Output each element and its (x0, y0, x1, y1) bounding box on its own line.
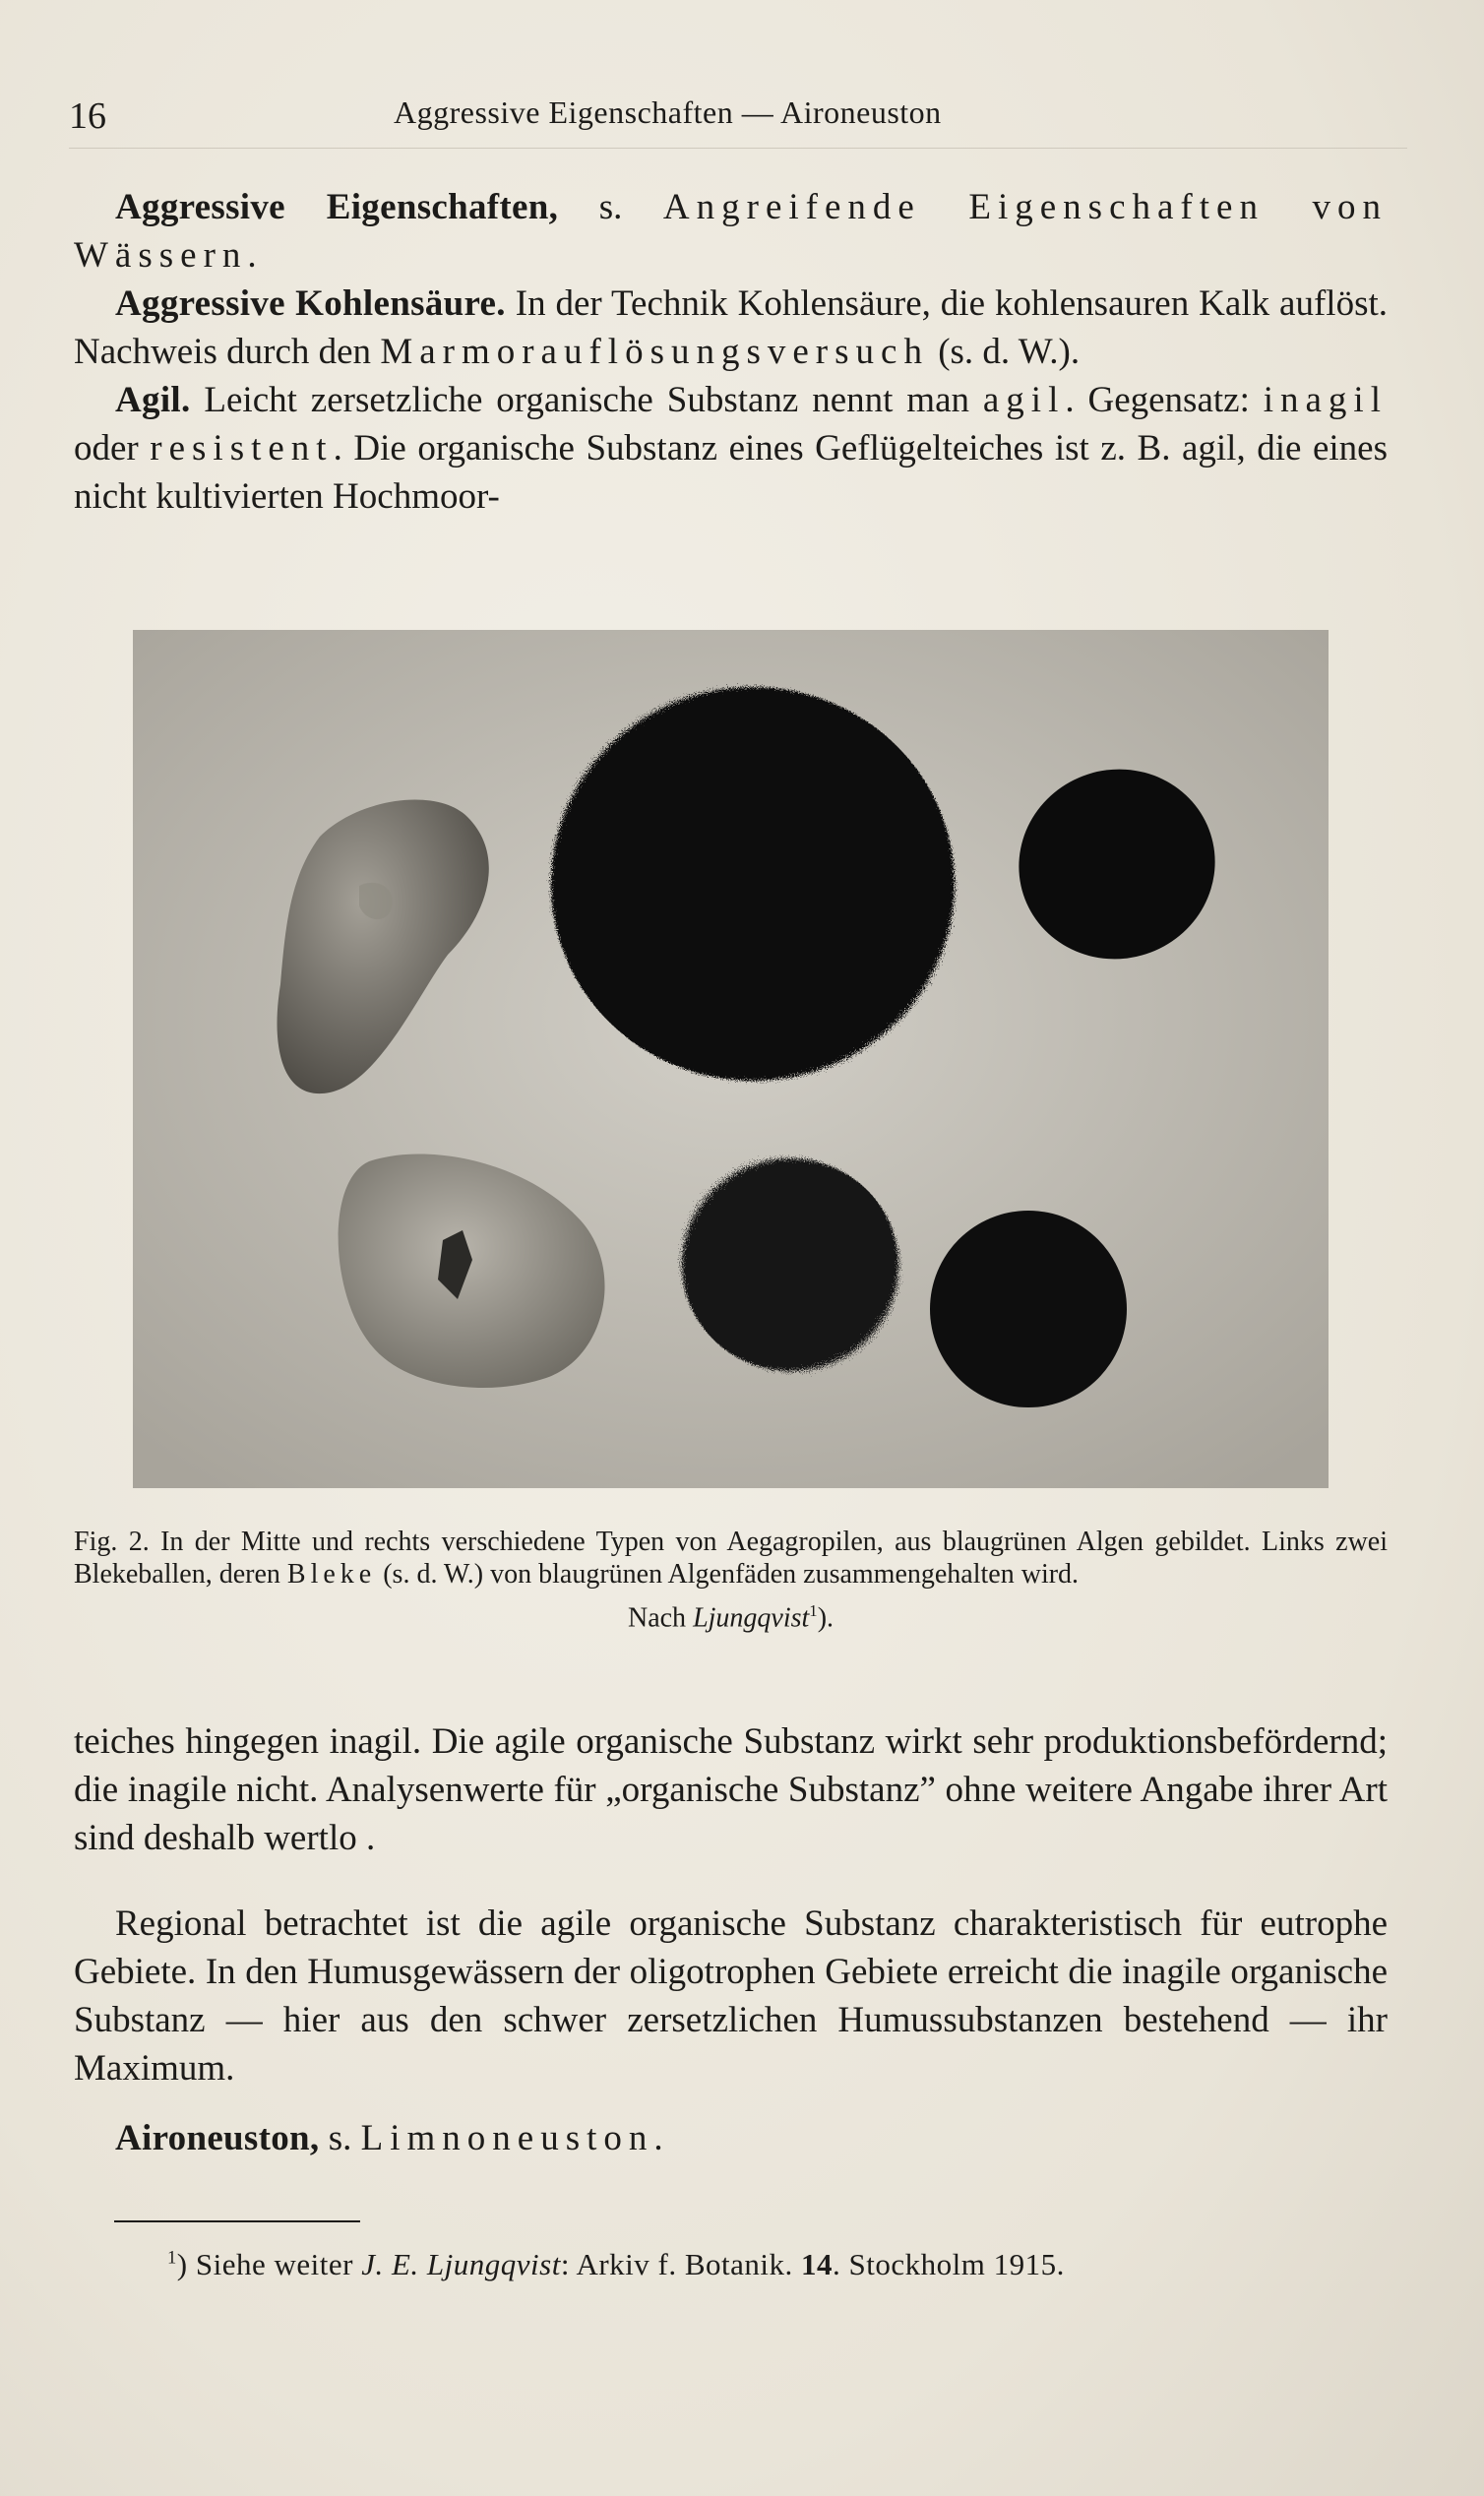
entry-spaced-text: Marmorauflösungsversuch (380, 332, 929, 372)
caption-text (74, 1526, 1388, 1591)
figure-caption (74, 1526, 1388, 1634)
aegagropile-medium (682, 1158, 898, 1371)
photograph-icon (133, 630, 1329, 1488)
entry-text: (s. d. W.). (928, 332, 1081, 372)
page-number: 16 (69, 95, 106, 137)
aegagropile-small (930, 1211, 1127, 1407)
entry-text: s. (319, 2118, 361, 2158)
footnote-text: ) Siehe weiter (176, 2247, 362, 2281)
entry-aggressive-eigenschaften (74, 183, 1388, 280)
entry-text: oder (74, 428, 151, 468)
entry-text: Leicht zersetzliche organische Substanz nennt man (190, 380, 983, 420)
footnote-divider (114, 2220, 360, 2222)
aegagropile-large (551, 687, 955, 1081)
page-header (69, 94, 1407, 144)
entry-text: . Gegensatz: (1065, 380, 1264, 420)
footnote-marker: 1 (167, 2247, 177, 2269)
entry-text: . (247, 235, 257, 276)
running-title: Aggressive Eigenschaften — Aironeuston (394, 94, 942, 130)
text-block-bottom (74, 1717, 1388, 2162)
entry-head: Aggressive Kohlensäure. (115, 283, 506, 324)
credit-author: Ljungqvist (693, 1602, 810, 1634)
footnote-author: J. E. Ljungqvist (361, 2247, 561, 2281)
entry-head: Aironeuston, (115, 2118, 320, 2158)
caption-part: (s. d. W.) von blaugrünen Algenfäden zusammengehalten wird. (376, 1559, 1080, 1590)
credit-suffix: ). (817, 1602, 835, 1634)
entry-spaced-text: resistent (150, 428, 334, 468)
footnote-volume: 14 (801, 2247, 834, 2281)
entry-agil (74, 376, 1388, 521)
figure-photograph (133, 630, 1329, 1488)
entry-text: In der Technik Kohlensäure, die kohlensauren Kalk auflöst. Nachweis durch den (74, 283, 1388, 372)
caption-part: Fig. 2. In der Mitte und rechts verschiedene Typen von Aegagropilen, aus blaugrünen Algen gebildet. Links zwei Blekeballen, deren (74, 1527, 1388, 1590)
body-paragraph-regional: Regional betrachtet ist die agile organische Substanz charakteristisch für eutrophe Gebiete. In den Humusgewässern der oligotrophen Gebiete erreicht die inagile organische Substanz — hier aus den schwer zersetzlichen Humussubstanzen bestehend — ihr Maximum. (74, 1903, 1388, 2089)
entry-aggressive-kohlensaeure (74, 280, 1388, 376)
footnote-text: . Stockholm 1915. (833, 2247, 1065, 2281)
entry-text: . Die organische Substanz eines Geflügelteiches ist z. B. agil, die eines nicht kultivierten Hochmoor- (74, 428, 1388, 517)
header-divider (69, 148, 1407, 149)
entry-spaced-text: agil (982, 380, 1066, 420)
entry-spaced-text: Limnoneuston (360, 2118, 654, 2158)
entry-aironeuston (74, 2114, 1388, 2162)
footnote-marker: 1 (809, 1601, 818, 1620)
body-paragraph-continued: teiches hingegen inagil. Die agile organische Substanz wirkt sehr produktionsbefördernd; die inagile nicht. Analysenwerte für „organische Substanz” ohne weitere Angabe ihrer Art sind deshalb wertlo . (74, 1721, 1388, 1858)
caption-spaced: Bleke (286, 1559, 377, 1590)
entry-spaced-text: Angreifende Eigenschaften von Wässern (74, 187, 1388, 276)
text-block-top (74, 183, 1388, 521)
caption-credit (74, 1594, 1388, 1634)
entry-text: . (653, 2118, 663, 2158)
footnote-text: : Arkiv f. Botanik. (560, 2247, 802, 2281)
entry-head: Aggressive Eigenschaften, (115, 187, 559, 227)
footnote (167, 2247, 1065, 2282)
credit-prefix: Nach (627, 1602, 694, 1634)
entry-head: Agil. (115, 380, 191, 420)
entry-text: s. (558, 187, 663, 227)
entry-spaced-text: inagil (1263, 380, 1388, 420)
